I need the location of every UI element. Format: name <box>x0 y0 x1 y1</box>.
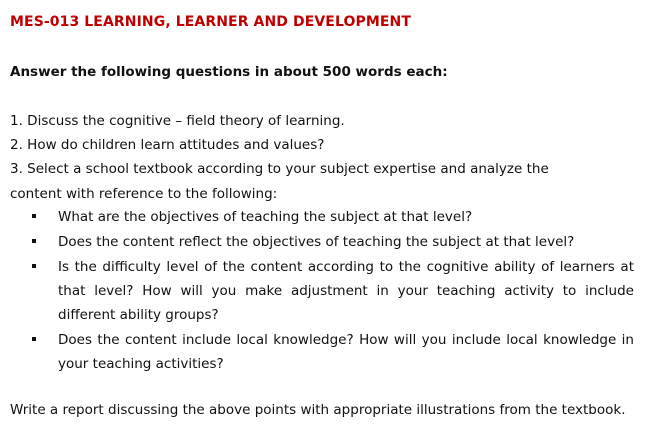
question-3-continuation: content with reference to the following: <box>10 186 278 202</box>
bullet-marker <box>30 233 40 243</box>
instruction-text: Answer the following questions in about 500 words each: <box>10 64 448 80</box>
question-1: 1. Discuss the cognitive – field theory of learning. <box>10 113 345 129</box>
bullet-item-1: What are the objectives of teaching the subject at that level? <box>58 209 473 225</box>
bullet-item-4: Does the content include local knowledge? How will you include local knowledge in your teaching activities? <box>58 332 634 372</box>
course-title: MES-013 LEARNING, LEARNER AND DEVELOPMENT <box>10 14 412 30</box>
question-3: 3. Select a school textbook according to your subject expertise and analyze the <box>10 161 549 177</box>
report-instruction: Write a report discussing the above points with appropriate illustrations from the textbook. <box>10 402 626 418</box>
bullet-marker <box>30 258 40 268</box>
question-2: 2. How do children learn attitudes and values? <box>10 137 325 153</box>
bullet-marker <box>30 208 40 218</box>
bullet-marker <box>30 331 40 341</box>
bullet-item-3: Is the difficulty level of the content according to the cognitive ability of learners at that level? How will you make adjustment in your teaching activity to include different ability groups? <box>58 259 634 323</box>
bullet-item-2: Does the content reflect the objectives of teaching the subject at that level? <box>58 234 575 250</box>
